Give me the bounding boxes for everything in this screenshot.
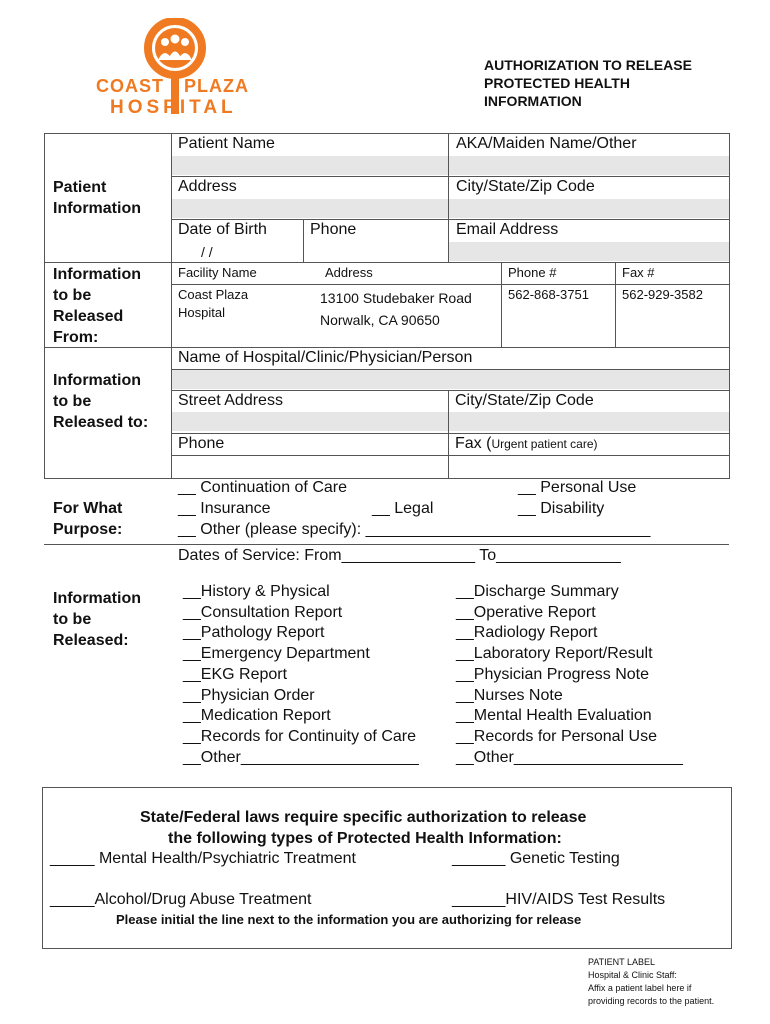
record-option[interactable]: __Radiology Report [456,624,598,642]
section-label-purpose [53,498,122,540]
section-label-line: Information [53,372,141,389]
section-label-released-to [53,370,148,433]
purpose-insurance[interactable]: __ Insurance [178,500,271,517]
label-recipient-city: City/State/Zip Code [455,392,594,409]
form-title-line: AUTHORIZATION TO RELEASE [484,57,692,73]
purpose-divider [44,544,729,545]
purpose-legal[interactable]: __ Legal [372,500,434,517]
records-list-left [183,582,419,768]
record-option[interactable]: __History & Physical [183,583,330,600]
option-hiv-aids[interactable]: ______HIV/AIDS Test Results [452,891,666,908]
label-email: Email Address [456,221,559,238]
purpose-personal[interactable]: __ Personal Use [518,479,637,496]
dates-of-service[interactable]: Dates of Service: From_______________ To______________ [178,547,621,564]
notice-heading-line1: State/Federal laws require specific authorization to release [140,809,587,826]
label-phone: Phone [310,221,357,238]
option-alcohol-drug[interactable]: _____Alcohol/Drug Abuse Treatment [50,891,312,908]
section-label-line: Information [53,200,141,217]
record-option[interactable]: __Laboratory Report/Result [456,645,653,663]
section-label-patient-info [53,177,141,219]
facility-name-value [178,286,248,322]
input-city-state-zip[interactable] [449,199,729,218]
input-recipient-city[interactable] [449,412,729,431]
section-label-line: Released: [53,632,129,649]
row-divider [171,284,729,285]
label-city-state-zip: City/State/Zip Code [456,178,595,195]
record-option[interactable]: __Pathology Report [183,624,325,642]
patient-label-line: Affix a patient label here if [588,983,692,993]
input-recipient-street[interactable] [172,412,448,431]
section-label-line: to be [53,611,92,628]
record-option[interactable]: __Records for Continuity of Care [183,727,416,745]
cell-divider [448,133,449,262]
section-label-line: For What [53,500,123,517]
section-label-line: Patient [53,179,107,196]
label-patient-name: Patient Name [178,135,275,152]
record-option[interactable]: __Physician Progress Note [456,665,649,683]
label-recipient-street: Street Address [178,392,283,409]
facility-name-line: Coast Plaza [178,287,249,302]
input-recipient-name[interactable] [172,370,729,389]
row-divider [171,455,729,456]
fax-note: Urgent patient care) [491,437,598,451]
row-divider [171,390,729,391]
section-label-line: From: [53,329,99,346]
record-option[interactable]: __Records for Personal Use [456,727,657,745]
record-option[interactable]: __Consultation Report [183,603,343,621]
section-label-line: Released [53,308,124,325]
form-title-line: PROTECTED HEALTH [484,75,630,91]
input-email[interactable] [449,242,729,261]
table-column-divider [171,133,172,479]
patient-label-line: providing records to the patient. [588,996,715,1006]
row-divider [44,262,729,263]
section-label-info-released [53,588,141,651]
record-option[interactable]: __EKG Report [183,665,288,683]
record-option[interactable]: __Other____________________ [183,748,419,766]
input-aka[interactable] [449,156,729,175]
option-genetic-testing[interactable]: ______ Genetic Testing [452,850,620,867]
record-option[interactable]: __Nurses Note [456,686,563,704]
dob-format[interactable]: / / [201,244,213,260]
col-facility-name: Facility Name [178,265,257,280]
facility-address-value [320,287,472,331]
row-divider [171,433,729,434]
notice-heading-line2: the following types of Protected Health Information: [168,830,562,847]
record-option[interactable]: __Emergency Department [183,645,370,663]
section-label-line: Purpose: [53,521,123,538]
section-label-line: Released to: [53,414,149,431]
purpose-other[interactable]: __ Other (please specify): ________________________________ [178,521,651,538]
logo-text-plaza: PLAZA [184,76,249,96]
purpose-continuation[interactable]: __ Continuation of Care [178,479,347,496]
col-phone: Phone # [508,265,557,280]
section-label-line: Information [53,266,141,283]
facility-phone-value: 562-868-3751 [508,287,589,302]
input-patient-name[interactable] [172,156,448,175]
cell-divider [501,262,502,347]
patient-label-line: Hospital & Clinic Staff: [588,970,677,980]
label-recipient-phone: Phone [178,435,225,452]
notice-instruction: Please initial the line next to the information you are authorizing for release [116,912,582,927]
cell-divider [448,390,449,478]
patient-label-line: PATIENT LABEL [588,957,656,967]
section-label-line: to be [53,393,92,410]
purpose-disability[interactable]: __ Disability [518,500,605,517]
cell-divider [303,219,304,262]
record-option[interactable]: __Operative Report [456,603,596,621]
section-label-released-from [53,264,141,348]
logo-text-hospital: HOSPITAL [110,97,237,118]
special-authorization-box [42,787,732,949]
facility-fax-value: 562-929-3582 [622,287,703,302]
cell-divider [615,262,616,347]
fax-label: Fax ( [455,435,492,452]
row-divider [171,176,729,177]
col-fax: Fax # [622,265,655,280]
table-border-top [44,133,730,134]
record-option[interactable]: __Discharge Summary [456,583,619,600]
input-address[interactable] [172,199,448,218]
col-address: Address [325,265,373,280]
form-title-line: INFORMATION [484,93,582,109]
label-address: Address [178,178,237,195]
section-label-line: to be [53,287,92,304]
facility-address-line: Norwalk, CA 90650 [320,312,440,328]
label-recipient-name: Name of Hospital/Clinic/Physician/Person [178,349,473,366]
table-border-right [729,133,730,479]
record-option[interactable]: __Physician Order [183,686,315,704]
option-mental-health[interactable]: _____ Mental Health/Psychiatric Treatment [50,850,356,867]
records-list-right [456,582,683,768]
label-recipient-fax [455,435,598,453]
row-divider [44,347,729,348]
record-option[interactable]: __Medication Report [183,707,331,725]
label-dob: Date of Birth [178,221,267,238]
record-option[interactable]: __Mental Health Evaluation [456,707,652,725]
facility-name-line: Hospital [178,305,225,320]
logo-text-coast: COAST [96,76,164,96]
form-title [484,56,724,110]
section-label-line: Information [53,590,141,607]
record-option[interactable]: __Other___________________ [456,748,683,766]
table-border-left [44,133,45,479]
row-divider [171,219,729,220]
patient-label-area [588,956,714,1008]
row-divider [171,369,729,370]
facility-address-line: 13100 Studebaker Road [320,290,472,306]
label-aka: AKA/Maiden Name/Other [456,135,637,152]
